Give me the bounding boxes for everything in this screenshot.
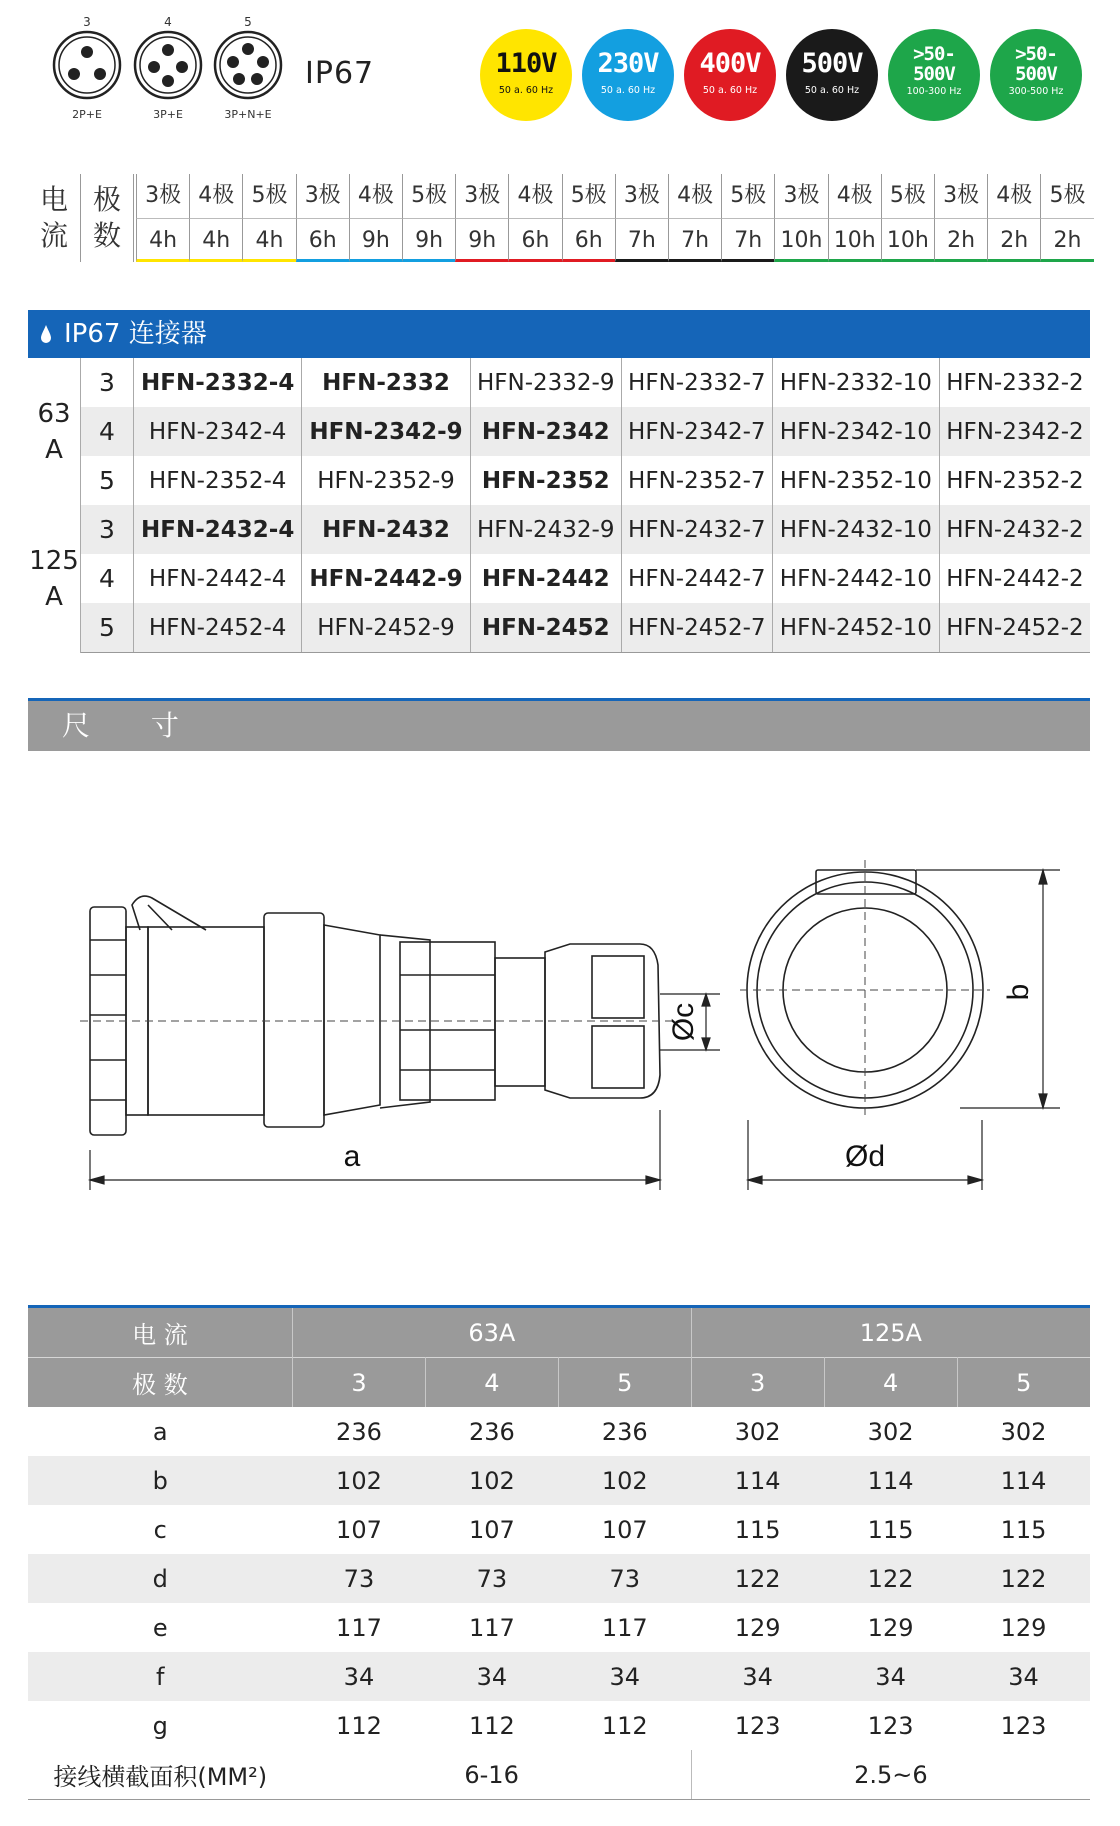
model-code: HFN-2352-9 — [302, 456, 470, 505]
time-cell: 9h — [349, 218, 402, 262]
dimension-value: 302 — [734, 1417, 781, 1446]
dimension-value: 102 — [425, 1456, 558, 1505]
dimension-value: 129 — [734, 1613, 781, 1642]
voltage-value: 230V — [597, 48, 659, 79]
model-code: HFN-2332-7 — [621, 358, 772, 407]
dimension-value: 107 — [336, 1515, 382, 1544]
voltage-value: 500V — [1015, 63, 1057, 85]
model-code: HFN-2442 — [470, 554, 621, 603]
pole-value: 3 — [691, 1358, 824, 1408]
voltage-value: 500V — [913, 63, 955, 85]
voltage-badge — [684, 29, 776, 121]
frequency-value: 50 a. 60 Hz — [702, 85, 758, 96]
dimension-value: 236 — [601, 1417, 648, 1446]
time-cell: 10h — [774, 218, 827, 262]
model-code: HFN-2452-4 — [134, 603, 302, 653]
model-code: HFN-2432-9 — [470, 505, 621, 554]
poles-header: 极 数 — [81, 174, 134, 262]
model-code: HFN-2442-2 — [946, 565, 1084, 592]
pole-number: 4 — [81, 554, 134, 603]
dimension-value: 117 — [601, 1613, 648, 1642]
pole-number: 5 — [81, 603, 134, 653]
time-cell: 7h — [615, 218, 668, 262]
model-code: HFN-2432 — [302, 505, 470, 554]
time-cell: 7h — [668, 218, 721, 262]
dimension-value: 73 — [558, 1554, 691, 1603]
pin-diagram-3 — [47, 14, 127, 121]
pole-cell: 3极 — [774, 174, 827, 218]
model-code: HFN-2442-10 — [772, 554, 939, 603]
time-cell: 10h — [881, 218, 934, 262]
dimension-value: 114 — [691, 1456, 824, 1505]
connector-table — [28, 358, 1090, 653]
table-header-row — [28, 1358, 1090, 1408]
dimension-label: c — [153, 1515, 167, 1544]
model-code: HFN-2452 — [470, 603, 621, 653]
time-cell: 2h — [1040, 218, 1093, 262]
dimension-value: 236 — [468, 1417, 515, 1446]
dimension-value: 73 — [425, 1554, 558, 1603]
dimension-label: d — [28, 1554, 293, 1603]
pole-value: 4 — [425, 1358, 558, 1408]
frequency-value: 50 a. 60 Hz — [804, 85, 860, 96]
dim-label-d: Ød — [844, 1140, 886, 1173]
dimension-value: 117 — [336, 1613, 382, 1642]
table-row — [28, 1505, 1090, 1554]
dimension-value: 34 — [691, 1652, 824, 1701]
dimension-value: 122 — [824, 1554, 957, 1603]
time-cell: 4h — [189, 218, 242, 262]
pin-config-label: 3P+N+E — [224, 108, 272, 121]
model-code: HFN-2432-7 — [621, 505, 772, 554]
time-cell: 7h — [721, 218, 774, 262]
pole-cell: 4极 — [508, 174, 561, 218]
dim-label-b: b — [1002, 983, 1035, 1001]
pole-cell: 5极 — [881, 174, 934, 218]
pole-cell: 4极 — [189, 174, 242, 218]
pole-value: 4 — [824, 1358, 957, 1408]
pin-count: 5 — [244, 15, 252, 29]
dimension-value: 115 — [734, 1515, 781, 1544]
model-code: HFN-2342-2 — [939, 407, 1090, 456]
dimension-value: 115 — [867, 1515, 914, 1544]
pole-cell: 3极 — [934, 174, 987, 218]
voltage-badge — [480, 29, 572, 121]
wire-section-value: 2.5~6 — [691, 1750, 1090, 1800]
table-row — [28, 1652, 1090, 1701]
current-header: 电 流 — [28, 174, 81, 262]
table-row — [28, 1554, 1090, 1603]
connector-side-view — [90, 896, 660, 1135]
current-cell: 63 A — [28, 358, 81, 505]
frequency-value: 300-500 Hz — [1008, 86, 1064, 97]
dimension-value: 107 — [468, 1515, 515, 1544]
current-value: 63A — [293, 1307, 692, 1358]
dimension-value: 123 — [867, 1711, 914, 1740]
time-cell: 6h — [296, 218, 349, 262]
pin-diagram-5 — [208, 14, 288, 121]
dimension-label: g — [152, 1711, 168, 1740]
voltage-badge — [786, 29, 878, 121]
time-cell: 2h — [934, 218, 987, 262]
model-code: HFN-2452-2 — [939, 603, 1090, 653]
current-header: 电 流 — [28, 1307, 293, 1358]
dimension-value: 302 — [1000, 1417, 1047, 1446]
pole-number: 5 — [81, 456, 134, 505]
pole-cell: 5极 — [402, 174, 455, 218]
dimension-value: 34 — [425, 1652, 558, 1701]
pole-number: 3 — [81, 358, 134, 407]
dimension-value: 302 — [867, 1417, 914, 1446]
model-code: HFN-2452-10 — [772, 603, 939, 653]
model-code: HFN-2342-4 — [134, 407, 302, 456]
pole-cell: 5极 — [562, 174, 615, 218]
voltage-value: 500V — [801, 48, 863, 79]
table-header-row — [28, 1307, 1090, 1358]
dim-label-a: a — [343, 1140, 361, 1173]
frequency-value: 100-300 Hz — [906, 86, 962, 97]
dimension-drawing — [0, 830, 1120, 1250]
water-drop-icon — [40, 324, 52, 344]
pole-cell: 5极 — [242, 174, 295, 218]
time-cell: 2h — [987, 218, 1040, 262]
dimension-value: 117 — [468, 1613, 515, 1642]
dimensions-section-title: 尺 寸 — [62, 709, 205, 742]
pole-number: 3 — [81, 505, 134, 554]
current-value: 125A — [691, 1307, 1090, 1358]
table-row — [28, 1407, 1090, 1456]
time-cell: 9h — [455, 218, 508, 262]
dimension-value: 115 — [1000, 1515, 1047, 1544]
dimension-value: 122 — [957, 1554, 1090, 1603]
wire-section-label: 接线横截面积(MM²) — [28, 1750, 293, 1800]
pin-diagram-4 — [128, 14, 208, 121]
model-code: HFN-2332-2 — [946, 369, 1084, 396]
model-code: HFN-2332-4 — [134, 358, 302, 407]
time-cell: 6h — [562, 218, 615, 262]
pin-count: 4 — [164, 15, 172, 29]
pole-cell: 5极 — [1040, 174, 1093, 218]
model-code: HFN-2342-7 — [621, 407, 772, 456]
table-row — [28, 1750, 1090, 1800]
dimension-value: 236 — [336, 1417, 382, 1446]
voltage-value: 110V — [495, 48, 557, 79]
socket-pin-icon — [213, 30, 283, 100]
dim-label-c: Øc — [667, 1002, 700, 1042]
time-cell: 6h — [508, 218, 561, 262]
table-row — [28, 1603, 1090, 1652]
poles-header: 极 数 — [28, 1358, 293, 1408]
time-cell: 4h — [242, 218, 295, 262]
dimension-value: 112 — [601, 1711, 648, 1740]
voltage-badge — [990, 29, 1082, 121]
dimension-value: 123 — [734, 1711, 781, 1740]
pole-cell: 3极 — [136, 174, 189, 218]
voltage-badge — [582, 29, 674, 121]
model-code: HFN-2332-9 — [470, 358, 621, 407]
dimension-label: e — [152, 1613, 168, 1642]
dimension-value: 112 — [468, 1711, 515, 1740]
socket-pin-icon — [52, 30, 122, 100]
pole-cell: 3极 — [455, 174, 508, 218]
socket-pin-icon — [133, 30, 203, 100]
model-code: HFN-2332-10 — [772, 358, 939, 407]
pole-cell: 4极 — [828, 174, 881, 218]
dimension-value: 114 — [824, 1456, 957, 1505]
model-code: HFN-2432-4 — [134, 505, 302, 554]
pole-cell: 5极 — [721, 174, 774, 218]
table-row — [28, 407, 1090, 456]
model-code: HFN-2352-10 — [772, 456, 939, 505]
dimension-value: 34 — [293, 1652, 426, 1701]
wire-section-value: 6-16 — [293, 1750, 692, 1800]
model-code: HFN-2432-2 — [939, 505, 1090, 554]
pole-cell: 3极 — [615, 174, 668, 218]
pin-count: 3 — [83, 15, 91, 29]
frequency-value: 50 a. 60 Hz — [498, 85, 554, 96]
table-row — [28, 1456, 1090, 1505]
dimension-value: 73 — [293, 1554, 426, 1603]
voltage-value: >50- — [1015, 43, 1057, 65]
pin-config-label: 3P+E — [153, 108, 183, 121]
pole-cell: 4极 — [668, 174, 721, 218]
time-cell: 10h — [828, 218, 881, 262]
table-row — [28, 1701, 1090, 1750]
dimension-value: 123 — [1000, 1711, 1047, 1740]
pole-value: 3 — [293, 1358, 426, 1408]
model-code: HFN-2352 — [470, 456, 621, 505]
model-code: HFN-2342 — [470, 407, 621, 456]
dimension-value: 114 — [957, 1456, 1090, 1505]
dimension-value: 112 — [336, 1711, 382, 1740]
dimension-value: 129 — [867, 1613, 914, 1642]
table-row — [28, 554, 1090, 603]
time-cell: 4h — [136, 218, 189, 262]
dimension-value: 129 — [1000, 1613, 1047, 1642]
model-code: HFN-2452-7 — [621, 603, 772, 653]
model-code: HFN-2452-9 — [302, 603, 470, 653]
model-code: HFN-2352-7 — [621, 456, 772, 505]
pin-config-label: 2P+E — [72, 108, 102, 121]
model-code: HFN-2352-2 — [946, 467, 1084, 494]
dimension-value: 34 — [824, 1652, 957, 1701]
voltage-value: >50- — [913, 43, 955, 65]
table-row — [28, 603, 1090, 653]
model-code: HFN-2332 — [302, 358, 470, 407]
pole-time-table — [28, 174, 134, 262]
connector-section-title: IP67 连接器 — [64, 319, 207, 349]
connector-section-header — [28, 310, 1090, 358]
dimension-value: 102 — [293, 1456, 426, 1505]
voltage-value: 400V — [699, 48, 761, 79]
model-code: HFN-2442-7 — [621, 554, 772, 603]
dimension-value: 102 — [558, 1456, 691, 1505]
model-code: HFN-2342-10 — [772, 407, 939, 456]
dimension-table — [28, 1305, 1090, 1800]
dimension-value: 34 — [957, 1652, 1090, 1701]
model-code: HFN-2342-9 — [302, 407, 470, 456]
dimension-value: 34 — [558, 1652, 691, 1701]
model-code: HFN-2442-9 — [302, 554, 470, 603]
dimensions-section-header — [28, 698, 1090, 751]
time-cell: 9h — [402, 218, 455, 262]
pole-cell: 3极 — [296, 174, 349, 218]
table-row — [28, 358, 1090, 407]
frequency-value: 50 a. 60 Hz — [600, 85, 656, 96]
ip-rating-title: IP67 — [305, 56, 375, 91]
model-code: HFN-2442-4 — [134, 554, 302, 603]
pole-value: 5 — [558, 1358, 691, 1408]
pole-number: 4 — [81, 407, 134, 456]
dimension-value: 122 — [691, 1554, 824, 1603]
pole-cell: 4极 — [349, 174, 402, 218]
voltage-badge — [888, 29, 980, 121]
table-row — [28, 456, 1090, 505]
dimension-value: 107 — [601, 1515, 648, 1544]
current-cell: 125 A — [28, 505, 81, 653]
table-row — [28, 505, 1090, 554]
dimension-label: f — [28, 1652, 293, 1701]
dimension-label: a — [152, 1417, 168, 1446]
pole-cell: 4极 — [987, 174, 1040, 218]
pole-value: 5 — [957, 1358, 1090, 1408]
model-code: HFN-2352-4 — [134, 456, 302, 505]
dimension-label: b — [28, 1456, 293, 1505]
model-code: HFN-2432-10 — [772, 505, 939, 554]
